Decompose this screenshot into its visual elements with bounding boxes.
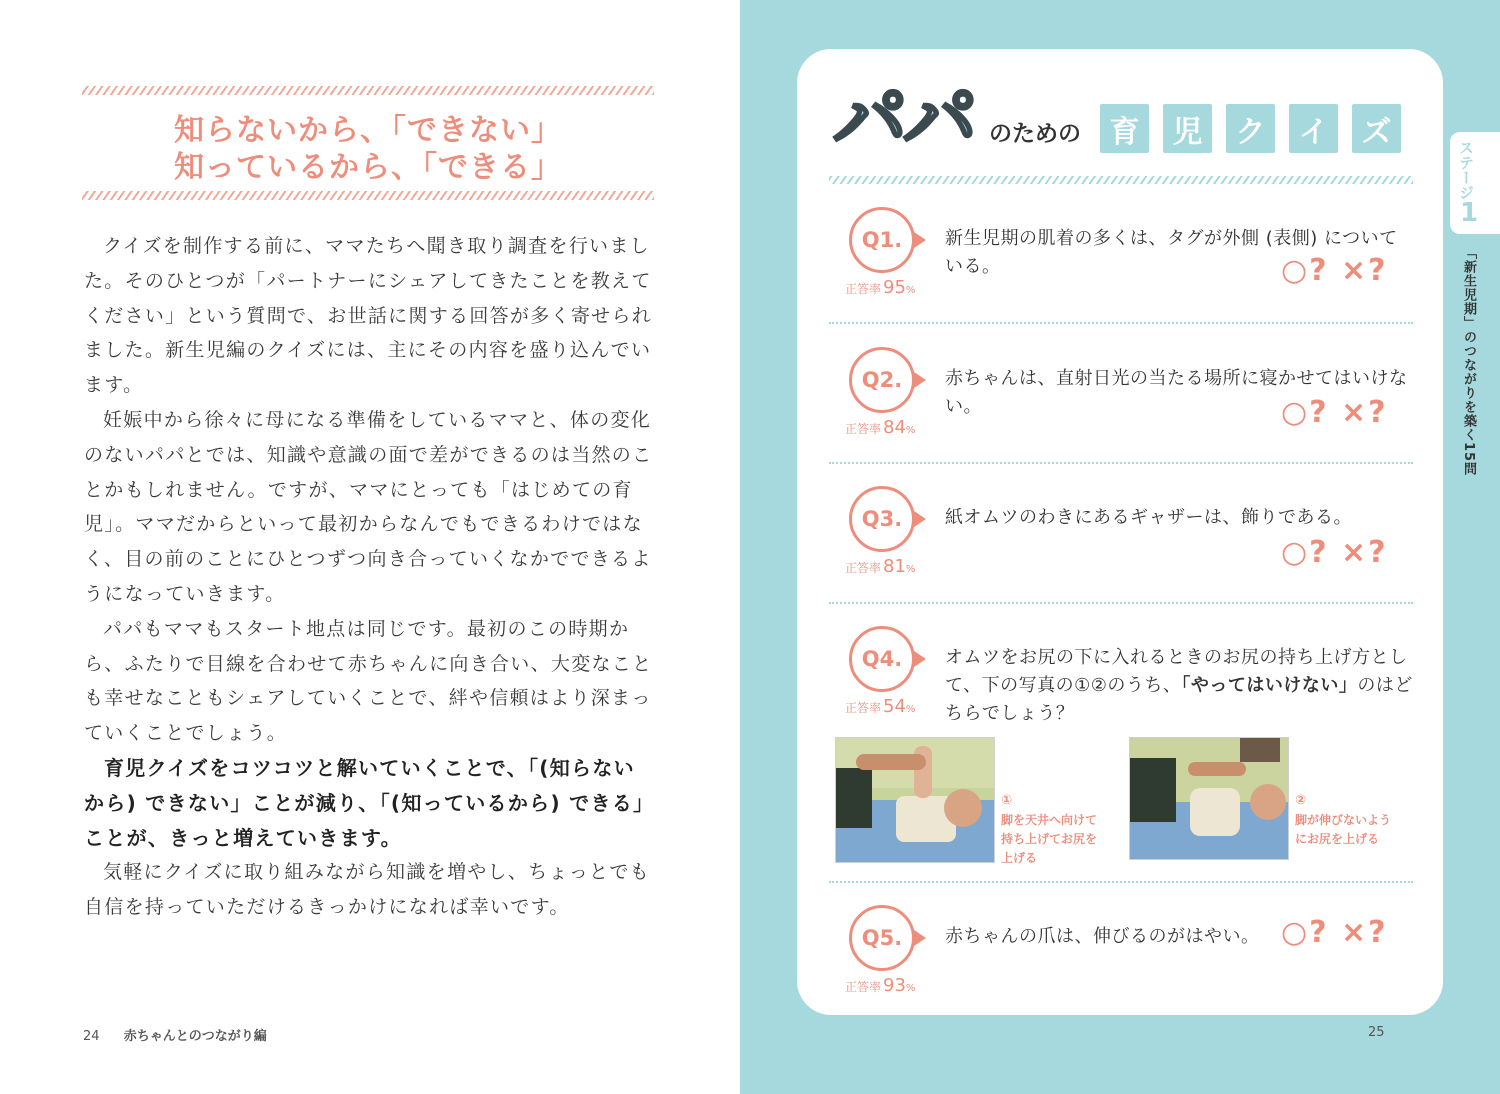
answer-marks: ○? ×? bbox=[1281, 535, 1388, 570]
photo-2 bbox=[1129, 737, 1289, 860]
title-stripe bbox=[829, 176, 1413, 184]
divider bbox=[829, 602, 1413, 604]
headline bbox=[82, 112, 654, 186]
answer-marks: ○? ×? bbox=[1281, 915, 1388, 950]
correct-rate: 正答率 95% bbox=[845, 277, 916, 298]
question-number-circle bbox=[849, 626, 915, 692]
stage-tab bbox=[1450, 132, 1500, 234]
question-text: 赤ちゃんの爪は、伸びるのがはやい。 bbox=[945, 926, 1260, 947]
photo-1 bbox=[835, 737, 995, 863]
stage-tab-label: ステージ bbox=[1457, 140, 1475, 200]
headline-stripe-top bbox=[82, 86, 654, 95]
left-page bbox=[0, 0, 740, 1094]
quiz-title-boxes bbox=[1100, 104, 1401, 153]
question-number: Q3. bbox=[861, 507, 903, 531]
question-number: Q4. bbox=[861, 647, 903, 671]
body-text bbox=[84, 229, 656, 925]
photo-2-caption: 脚が伸びないよう にお尻を上げる bbox=[1295, 813, 1392, 846]
quiz-title-for: のための bbox=[989, 121, 1081, 147]
quiz-title-papa: パパ bbox=[833, 77, 973, 163]
answer-marks: ○? ×? bbox=[1281, 395, 1388, 430]
correct-rate: 正答率 54% bbox=[845, 696, 916, 717]
question-number: Q5. bbox=[861, 926, 903, 950]
photo-1-caption: 脚を天井へ向けて 持ち上げてお尻を 上げる bbox=[1001, 813, 1098, 865]
headline-line-2: 知っているから、「できる」 bbox=[174, 150, 562, 185]
paragraph: 妊娠中から徐々に母になる準備をしているママと、体の変化のないパパとでは、知識や意識の面で差ができるのは当然のことかもしれません。ですが、ママにとっても「はじめての育児」。ママだからといって最初からなんでもできるわけではなく、目の前のことにひとつずつ向き合っていくなかでできるようになっていきます。 bbox=[84, 408, 653, 605]
title-char-box: ク bbox=[1226, 104, 1275, 153]
question-text: 紙オムツのわきにあるギャザーは、飾りである。 bbox=[945, 507, 1352, 528]
page-number: 25 bbox=[1368, 1025, 1385, 1040]
page-number: 24 bbox=[83, 1029, 100, 1044]
stage-tab-number: 1 bbox=[1460, 198, 1479, 228]
paragraph: クイズを制作する前に、ママたちへ聞き取り調査を行いました。そのひとつが「パートナーにシェアしてきたことを教えてください」という質問で、お世話に関する回答が多く寄せられました。新生児編のクイズには、主にその内容を盛り込んでいます。 bbox=[84, 235, 653, 397]
question-number-circle bbox=[849, 347, 915, 413]
question-number-circle bbox=[849, 207, 915, 273]
question-text: 新生児期の肌着の多くは、タグが外側 (表側) についている。 bbox=[945, 228, 1398, 277]
answer-marks: ○? ×? bbox=[1281, 253, 1388, 288]
paragraph: パパもママもスタート地点は同じです。最初のこの時期から、ふたりで目線を合わせて赤ちゃんに向き合い、大変なことも幸せなこともシェアしていくことで、絆や信頼はより深まっていくことでしょう。 bbox=[84, 617, 653, 745]
correct-rate: 正答率 93% bbox=[845, 975, 916, 996]
question-text: オムツをお尻の下に入れるときのお尻の持ち上げ方として、下の写真の①②のうち、「やってはいけない」のはどちらでしょう？ bbox=[945, 647, 1413, 724]
right-page bbox=[740, 0, 1500, 1094]
divider bbox=[829, 462, 1413, 464]
title-char-box: ズ bbox=[1352, 104, 1401, 153]
headline-line-1: 知らないから、「できない」 bbox=[174, 113, 562, 148]
paragraph-emphasis: 育児クイズをコツコツと解いていくことで、「(知らないから) できない」ことが減り、「(知っているから) できる」ことが、きっと増えていきます。 bbox=[84, 755, 655, 850]
question-number-circle bbox=[849, 486, 915, 552]
question-text-emphasis: 「やってはいけない」 bbox=[1181, 675, 1358, 696]
title-char-box: 児 bbox=[1163, 104, 1212, 153]
divider bbox=[829, 881, 1413, 883]
question-number-circle bbox=[849, 905, 915, 971]
correct-rate: 正答率 81% bbox=[845, 556, 916, 577]
correct-rate: 正答率 84% bbox=[845, 417, 916, 438]
title-char-box: 育 bbox=[1100, 104, 1149, 153]
divider bbox=[829, 322, 1413, 324]
quiz-card bbox=[797, 49, 1443, 1015]
section-title: 赤ちゃんとのつながり編 bbox=[123, 1029, 267, 1044]
title-char-box: イ bbox=[1289, 104, 1338, 153]
paragraph: 気軽にクイズに取り組みながら知識を増やし、ちょっとでも自信を持っていただけるきっかけになれば幸いです。 bbox=[84, 861, 650, 919]
question-number: Q2. bbox=[861, 368, 903, 392]
side-chapter-text: 「新生児期」のつながりを築く15問 bbox=[1461, 246, 1476, 477]
headline-stripe-bottom bbox=[82, 191, 654, 200]
question-number: Q1. bbox=[861, 228, 903, 252]
question-text: 赤ちゃんは、直射日光の当たる場所に寝かせてはいけない。 bbox=[945, 368, 1408, 417]
photo-2-number: ② bbox=[1295, 793, 1307, 808]
photo-1-number: ① bbox=[1001, 793, 1013, 808]
footer-left bbox=[83, 1025, 287, 1044]
